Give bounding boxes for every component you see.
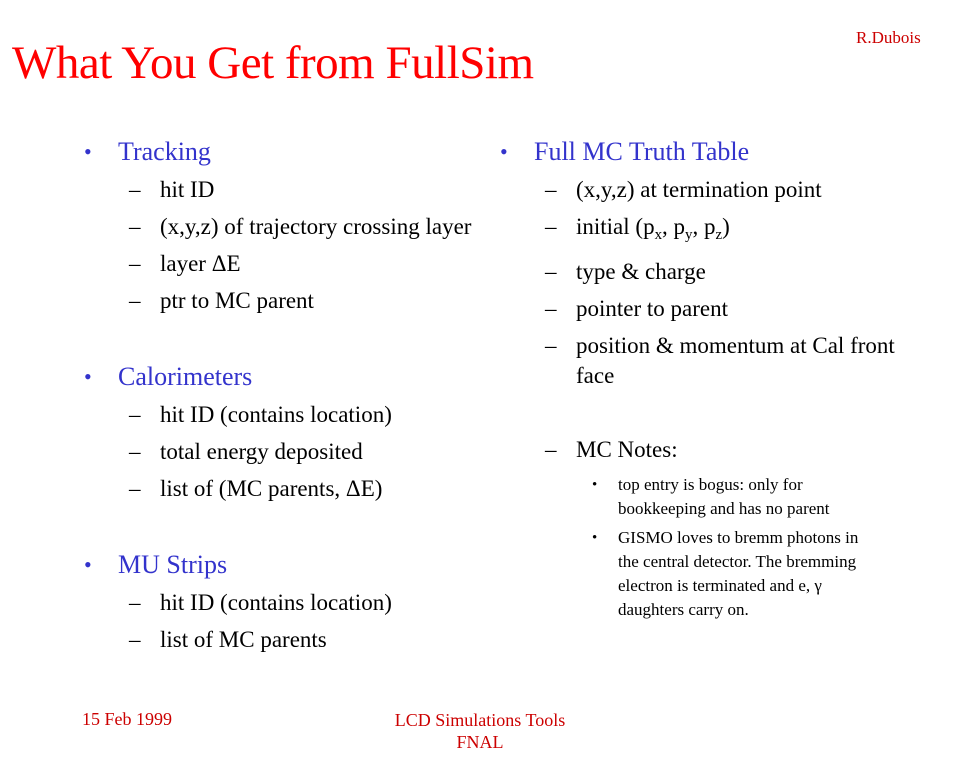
bullet-mu-strips [80, 549, 480, 581]
list-item [80, 588, 480, 618]
dash-marker: – [129, 590, 141, 615]
dash-marker: – [129, 251, 141, 276]
note-text: GISMO loves to bremm photons in the central detector. The bremming electron is terminated and e, γ daughters carry on. [618, 528, 859, 620]
list-item-text: MC Notes: [576, 437, 678, 463]
list-item-text: layer ΔE [160, 251, 241, 276]
list-item-text: list of MC parents [160, 627, 327, 652]
list-item [496, 331, 916, 391]
text-part: ) [722, 214, 730, 239]
list-item-text [576, 214, 730, 244]
list-item [80, 249, 480, 279]
subscript: y [685, 227, 693, 244]
bullet-label: Tracking [118, 137, 211, 166]
list-item [496, 175, 916, 205]
bullet-label: MU Strips [118, 550, 228, 579]
list-item-text: list of (MC parents, ΔE) [160, 476, 383, 501]
bullet-tracking [80, 136, 480, 168]
footer-center [380, 709, 580, 753]
list-item [496, 257, 916, 287]
dash-marker: – [129, 627, 141, 652]
dash-marker: – [129, 177, 141, 202]
list-item [80, 625, 480, 655]
bullet-marker: • [500, 139, 508, 164]
dash-marker: – [545, 214, 557, 239]
note-item [496, 473, 916, 521]
list-item [80, 400, 480, 430]
list-item [80, 437, 480, 467]
list-item-text: hit ID (contains location) [160, 590, 392, 615]
list-item [80, 212, 480, 242]
text-part: initial (p [576, 214, 655, 239]
dash-marker: – [545, 333, 557, 359]
dash-marker: – [129, 476, 141, 501]
list-item-text: type & charge [576, 259, 706, 285]
bullet-label: Calorimeters [118, 362, 253, 391]
bullet-marker: • [84, 552, 92, 577]
list-item [496, 212, 916, 250]
list-item-text: position & momentum at Cal front face [576, 333, 895, 389]
list-item-text: (x,y,z) of trajectory crossing layer [160, 214, 472, 239]
bullet-truth-table [496, 136, 916, 168]
dash-marker: – [545, 296, 557, 322]
mc-notes [496, 435, 916, 465]
list-item-text: pointer to parent [576, 296, 729, 322]
slide-title: What You Get from FullSim [12, 37, 534, 89]
bullet-marker: • [592, 477, 598, 494]
list-item-text: hit ID [160, 177, 215, 202]
bullet-marker: • [84, 139, 92, 164]
footer-line: LCD Simulations Tools [394, 710, 566, 730]
list-item [80, 175, 480, 205]
left-column [80, 136, 480, 655]
list-item [80, 286, 480, 316]
list-item-text: (x,y,z) at termination point [576, 177, 822, 202]
footer-line: FNAL [456, 732, 504, 752]
text-part: , p [692, 214, 716, 239]
subscript: x [654, 227, 663, 244]
dash-marker: – [129, 439, 141, 464]
footer-date: 15 Feb 1999 [82, 709, 172, 729]
list-item-text: hit ID (contains location) [160, 402, 392, 427]
note-text: top entry is bogus: only for bookkeeping and has no parent [618, 475, 830, 519]
bullet-marker: • [592, 530, 598, 547]
text-part: , p [662, 214, 686, 239]
subscript: z [715, 227, 723, 244]
list-item [496, 294, 916, 324]
bullet-label: Full MC Truth Table [534, 137, 750, 166]
dash-marker: – [129, 214, 141, 239]
dash-marker: – [129, 288, 141, 313]
list-item [80, 474, 480, 504]
dash-marker: – [545, 259, 557, 285]
bullet-marker: • [84, 364, 92, 389]
list-item-text: ptr to MC parent [160, 288, 314, 313]
right-column [496, 136, 916, 622]
bullet-calorimeters [80, 361, 480, 393]
author-name: R.Dubois [856, 28, 921, 47]
dash-marker: – [545, 177, 557, 202]
dash-marker: – [545, 437, 557, 463]
list-item-text: total energy deposited [160, 439, 363, 464]
dash-marker: – [129, 402, 141, 427]
note-item [496, 526, 916, 622]
